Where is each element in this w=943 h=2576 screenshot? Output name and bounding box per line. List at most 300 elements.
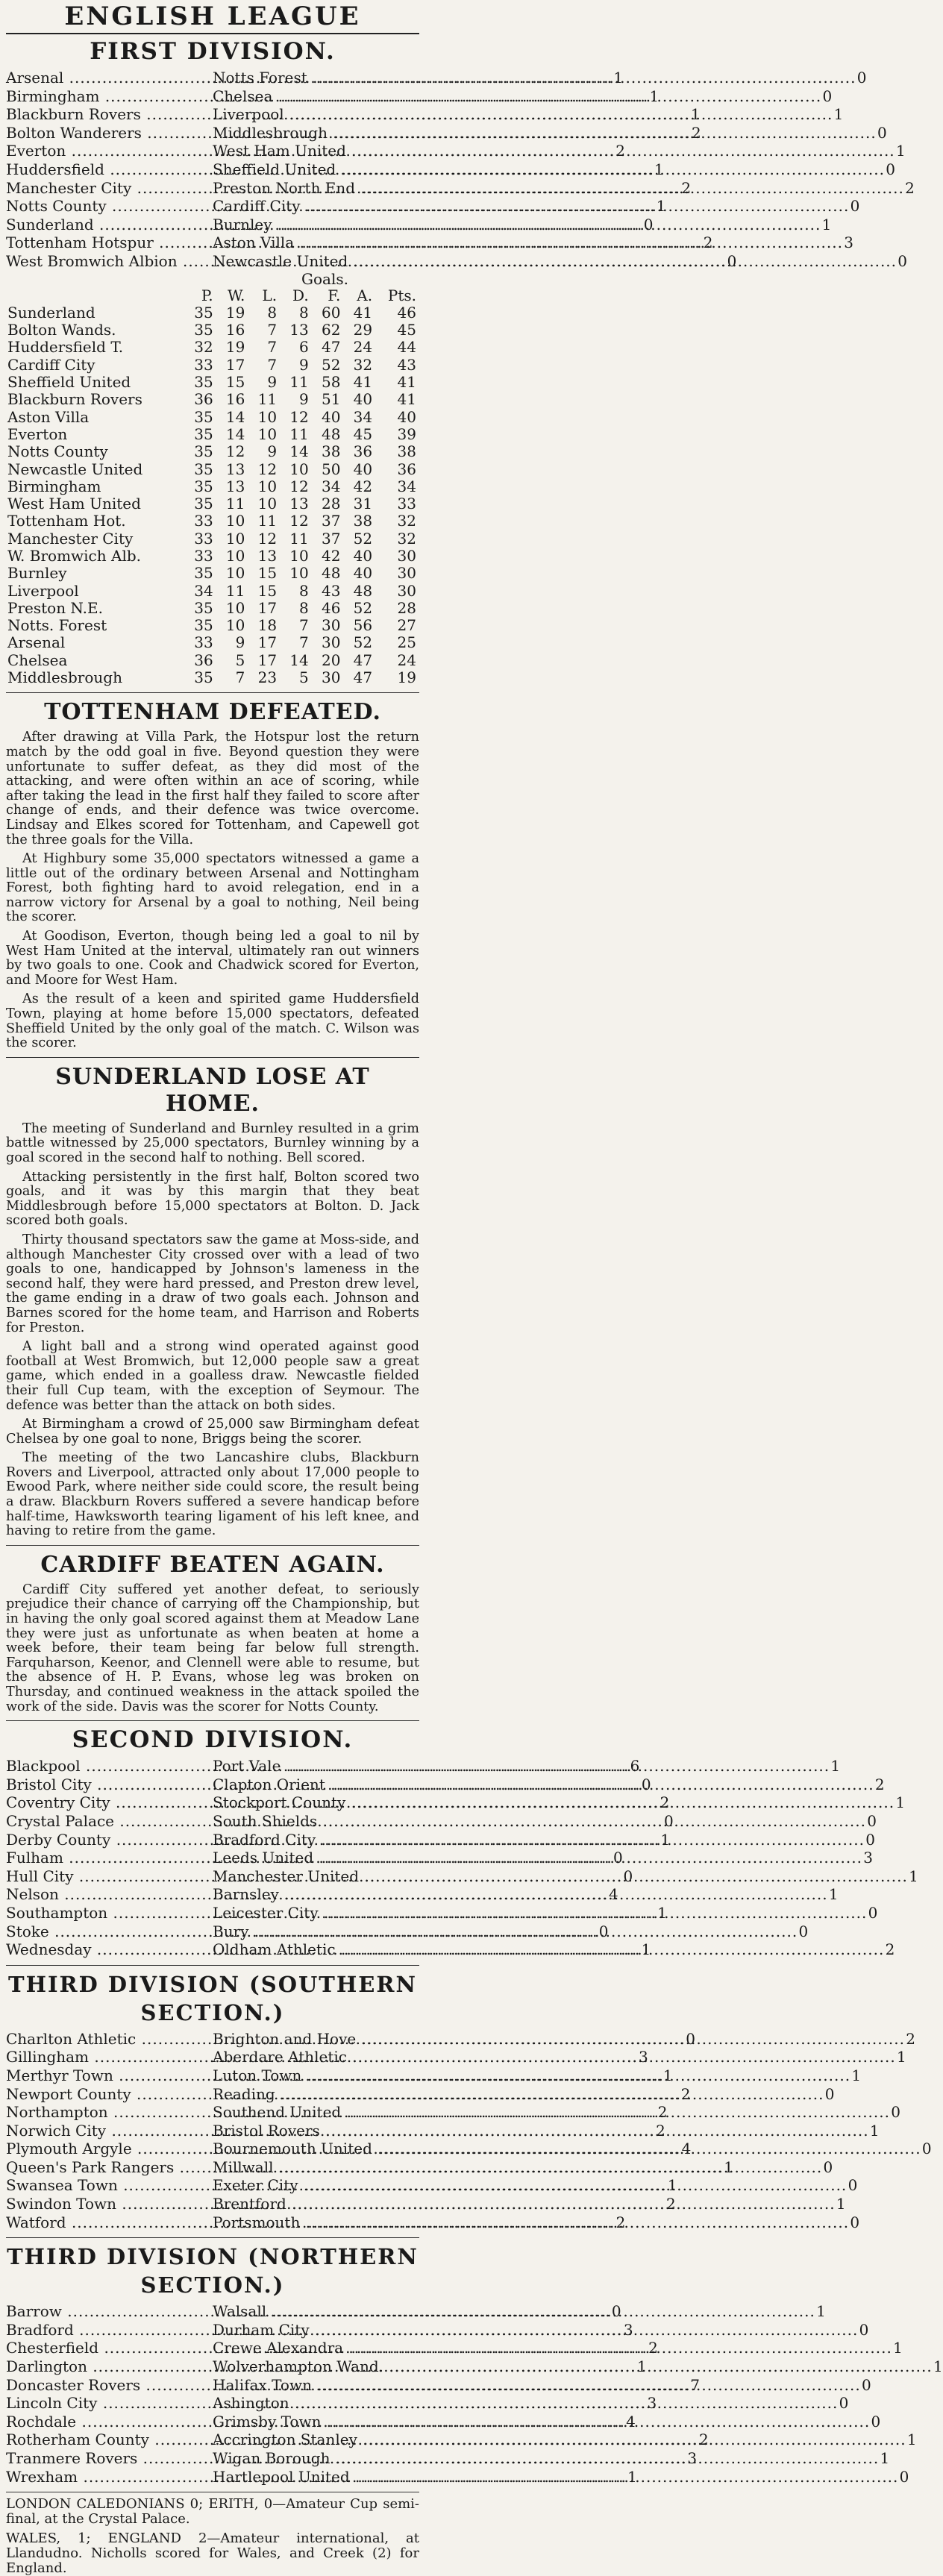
result-row	[6, 197, 860, 216]
away-side	[213, 1793, 906, 1812]
home-team: Darlington .....	[6, 2357, 636, 2376]
stat-cell: 47	[353, 651, 373, 669]
team-name: Sunderland	[7, 303, 95, 322]
away-side	[213, 2103, 900, 2122]
stat-cell: 50	[321, 460, 341, 478]
stat-cell: 35	[194, 598, 213, 617]
league-table	[6, 287, 419, 687]
home-team: Barrow .....	[6, 2302, 611, 2321]
stat-cell: 9	[267, 442, 278, 461]
away-team: Brighton and Hove .....	[213, 2030, 905, 2049]
away-team: Leeds United .....	[213, 1849, 862, 1867]
away-side	[213, 2066, 862, 2085]
stat-cell: 12	[257, 460, 278, 478]
stat-cell: 18	[257, 616, 278, 635]
team-name: Arsenal	[7, 633, 66, 652]
home-score: 1	[641, 1940, 651, 1959]
home-team: Tottenham Hotspur .....	[6, 234, 703, 252]
result-row	[6, 105, 844, 124]
stat-cell: 32	[353, 355, 373, 374]
stat-cell: 12	[289, 512, 309, 530]
stat-cell: 13	[225, 477, 245, 495]
stat-cell: 8	[299, 581, 309, 600]
away-score: 0	[921, 2140, 932, 2158]
stat-cell: 35	[194, 564, 213, 583]
stat-cell: 51	[321, 390, 341, 409]
away-side	[213, 2357, 943, 2376]
stat-cell: 15	[225, 373, 245, 392]
away-team: Millwall .....	[213, 2158, 822, 2177]
stat-cell: 40	[353, 460, 373, 478]
team-name: Bolton Wands.	[7, 321, 116, 339]
away-score: 1	[833, 105, 844, 124]
stat-cell: 52	[321, 355, 341, 374]
report-paragraph: After drawing at Villa Park, the Hotspur lost the return match by the odd goal in five. Beyond question they were unfortunate to suffer defeat, as they did most of the attacking, and were often within an ace of scoring, while after taking the lead in the first half they failed to score after change of ends, and their defence was twice overcome. Lindsay and Elkes scored for Tottenham, and Capewell got the three goals for the Villa.	[6, 730, 419, 847]
stat-cell: 11	[257, 390, 278, 409]
stat-cell: 11	[289, 529, 309, 548]
goals-header: Goals.	[301, 269, 348, 288]
first-division-title: FIRST DIVISION.	[90, 38, 336, 65]
stat-cell: 30	[397, 564, 416, 583]
away-score: 0	[848, 2176, 858, 2195]
away-score: 0	[897, 251, 908, 270]
stat-cell: 15	[257, 564, 278, 583]
away-side	[213, 1775, 885, 1794]
result-row	[6, 2412, 881, 2431]
second-division-results	[6, 1757, 918, 1959]
team-name: Manchester City	[7, 529, 134, 548]
home-score: 1	[636, 2357, 647, 2376]
home-score: 0	[664, 1811, 674, 1830]
home-team: Bristol City .....	[6, 1776, 641, 1794]
report-paragraph: A light ball and a strong wind operated against good football at West Bromwich, but 12,000 people saw a great game, which ended in a goalless draw. Newcastle fielded their full Cup team, with the exception of Seymour. The defence was better than the attack on both sides.	[6, 1339, 419, 1413]
result-row	[6, 2140, 932, 2158]
home-score: 1	[656, 197, 666, 216]
stat-cell: 10	[289, 460, 309, 478]
stat-cell: 48	[321, 424, 341, 443]
table-row	[6, 322, 419, 339]
stat-cell: 41	[353, 373, 373, 392]
home-score: 3	[687, 2449, 698, 2468]
home-score: 1	[667, 2176, 677, 2195]
stat-cell: 48	[321, 564, 341, 583]
stat-cell: 38	[353, 512, 373, 530]
report-paragraph: At Birmingham a crowd of 25,000 saw Birmingham defeat Chelsea by one goal to none, Briggs being the scorer.	[6, 1417, 419, 1447]
footer-notes	[6, 2497, 419, 2576]
table-row	[6, 634, 419, 651]
home-score: 4	[681, 2140, 692, 2158]
home-score: 7	[690, 2375, 700, 2394]
away-score: 0	[865, 1830, 875, 1849]
away-team: Bury .....	[213, 1922, 798, 1941]
stat-cell: 29	[353, 321, 373, 339]
table-row	[6, 478, 419, 495]
away-side	[213, 2157, 833, 2177]
home-score: 3	[647, 2394, 657, 2413]
away-side	[213, 2412, 881, 2431]
stat-cell: 7	[299, 633, 309, 652]
home-score: 3	[639, 2048, 648, 2066]
stat-cell: 11	[289, 373, 309, 392]
stat-cell: 13	[289, 321, 309, 339]
stat-cell: 31	[353, 495, 373, 513]
team-name: Tottenham Hot.	[7, 512, 126, 530]
divider	[6, 33, 419, 34]
stat-cell: 52	[353, 529, 373, 548]
stat-cell: 5	[235, 651, 245, 669]
home-team: Birmingham .....	[6, 87, 648, 106]
home-score: 1	[613, 69, 624, 87]
table-row	[6, 669, 419, 686]
stat-cell: 30	[397, 546, 416, 565]
home-team: Tranmere Rovers .....	[6, 2449, 686, 2468]
report-paragraph: At Goodison, Everton, though being led a goal to nil by West Ham United at the interval, ultimately ran out winners by two goals to one. Cook and Chadwick scored for Everton, and Moore for West Ham.	[6, 929, 419, 988]
stat-cell: 24	[353, 338, 373, 357]
stat-cell: 46	[397, 303, 416, 322]
away-side	[213, 2140, 932, 2158]
away-team: Bradford City .....	[213, 1831, 865, 1849]
home-team: Swindon Town .....	[6, 2195, 665, 2213]
report-paragraph: Attacking persistently in the first half, Bolton scored two goals, and it was by this margin that they beat Middlesbrough before 15,000 spectators at Bolton. D. Jack scored both goals.	[6, 1169, 419, 1229]
column-header: Pts.	[387, 286, 416, 304]
table-row	[6, 583, 419, 600]
result-row	[6, 2029, 915, 2049]
stat-cell: 33	[194, 546, 213, 565]
home-team: Watford .....	[6, 2213, 615, 2232]
home-team: Everton .....	[6, 142, 615, 160]
away-side	[213, 2302, 826, 2321]
stat-cell: 45	[397, 321, 416, 339]
away-score: 0	[886, 160, 895, 178]
result-row	[6, 2121, 880, 2140]
stat-cell: 30	[321, 633, 341, 652]
result-row	[6, 142, 906, 160]
away-team: Reading .....	[213, 2085, 824, 2104]
stat-cell: 39	[397, 424, 416, 443]
away-score: 2	[874, 1775, 885, 1793]
home-score: 0	[623, 1867, 633, 1885]
away-side	[213, 2213, 860, 2232]
home-team: Fulham .....	[6, 1849, 613, 1867]
home-team: Bradford .....	[6, 2321, 623, 2340]
home-score: 2	[657, 2103, 668, 2122]
table-row	[6, 391, 419, 408]
stat-cell: 7	[299, 616, 309, 635]
away-score: 1	[830, 1757, 841, 1776]
home-score: 0	[643, 215, 654, 234]
result-row	[6, 2302, 826, 2321]
stat-cell: 11	[257, 512, 278, 530]
divider	[6, 1720, 419, 1721]
team-name: Birmingham	[7, 477, 101, 495]
stat-cell: 60	[321, 303, 341, 322]
stat-cell: 43	[397, 355, 416, 374]
away-side	[213, 1811, 877, 1831]
stat-cell: 42	[321, 546, 341, 565]
stat-cell: 19	[397, 668, 416, 687]
result-row	[6, 1830, 875, 1849]
result-row	[6, 2195, 846, 2213]
stat-cell: 40	[397, 407, 416, 426]
away-score: 0	[899, 2467, 909, 2486]
result-row	[6, 2066, 862, 2085]
result-row	[6, 2320, 869, 2340]
stat-cell: 10	[257, 424, 278, 443]
result-row	[6, 1849, 873, 1867]
away-side	[213, 2176, 858, 2195]
away-team: Wolverhampton Wand. .....	[213, 2357, 933, 2376]
away-score: 0	[850, 2213, 860, 2231]
stat-cell: 41	[353, 303, 373, 322]
home-score: 2	[615, 2213, 626, 2231]
home-team: Stoke .....	[6, 1922, 598, 1941]
home-team: Newport County .....	[6, 2085, 680, 2104]
away-team: Barnsley .....	[213, 1885, 828, 1904]
away-side	[213, 87, 833, 106]
result-row	[6, 178, 915, 198]
home-team: Chesterfield .....	[6, 2339, 648, 2357]
team-name: W. Bromwich Alb.	[7, 546, 141, 565]
stat-cell: 9	[299, 390, 309, 409]
stat-cell: 8	[299, 598, 309, 617]
stat-cell: 16	[225, 390, 245, 409]
stat-cell: 43	[321, 581, 341, 600]
home-score: 1	[662, 2066, 673, 2084]
stat-cell: 37	[321, 529, 341, 548]
column-header: A.	[357, 286, 373, 304]
stat-cell: 10	[289, 546, 309, 565]
result-row	[6, 2157, 833, 2177]
away-team: Durham City .....	[213, 2321, 858, 2340]
home-score: 3	[623, 2320, 633, 2339]
away-side	[213, 69, 867, 87]
stat-cell: 11	[289, 424, 309, 443]
team-name: Preston N.E.	[7, 598, 103, 617]
team-name: Burnley	[7, 564, 67, 583]
away-team: Accrington Stanley .....	[213, 2431, 906, 2449]
away-score: 0	[839, 2394, 849, 2413]
home-score: 1	[660, 1830, 671, 1849]
home-team: Plymouth Argyle .....	[6, 2140, 680, 2158]
stat-cell: 33	[194, 529, 213, 548]
table-row	[6, 565, 419, 582]
stat-cell: 12	[257, 529, 278, 548]
away-team: Crewe Alexandra .....	[213, 2339, 892, 2357]
stat-cell: 10	[225, 616, 245, 635]
stat-cell: 32	[194, 338, 213, 357]
home-team: Blackpool .....	[6, 1757, 629, 1776]
away-team: Clapton Orient .....	[213, 1776, 874, 1794]
result-row	[6, 1757, 841, 1776]
stat-cell: 14	[225, 424, 245, 443]
stat-cell: 34	[397, 477, 416, 495]
away-side	[213, 142, 906, 160]
stat-cell: 17	[257, 651, 278, 669]
home-score: 4	[608, 1885, 618, 1904]
stat-cell: 47	[321, 338, 341, 357]
stat-cell: 33	[194, 512, 213, 530]
result-row	[6, 2394, 849, 2413]
home-score: 0	[641, 1775, 651, 1793]
home-score: 2	[691, 123, 701, 142]
away-side	[213, 2048, 906, 2066]
home-team: Sunderland .....	[6, 216, 642, 234]
home-score: 1	[724, 2157, 734, 2176]
home-score: 1	[690, 105, 701, 124]
stat-cell: 7	[267, 338, 278, 357]
home-team: Swansea Town .....	[6, 2176, 667, 2195]
away-score: 1	[906, 2431, 917, 2449]
league-table-body	[6, 304, 419, 687]
home-score: 0	[611, 2302, 621, 2321]
away-team: Cardiff City .....	[213, 197, 849, 216]
away-score: 2	[906, 2029, 915, 2048]
result-row	[6, 1903, 878, 1922]
stat-cell: 7	[267, 355, 278, 374]
away-score: 1	[895, 1793, 906, 1812]
home-team: Blackburn Rovers .....	[6, 105, 690, 124]
away-team: Grimsby Town .....	[213, 2413, 870, 2431]
home-score: 2	[680, 2084, 691, 2103]
away-score: 1	[816, 2302, 826, 2321]
stat-cell: 27	[397, 616, 416, 635]
stat-cell: 56	[353, 616, 373, 635]
stat-cell: 34	[353, 407, 373, 426]
away-team: Southend United .....	[213, 2103, 890, 2122]
away-team: Luton Town .....	[213, 2066, 850, 2085]
third-north-results	[6, 2302, 943, 2486]
home-team: Norwich City .....	[6, 2122, 655, 2140]
table-row	[6, 374, 419, 391]
away-team: Liverpool .....	[213, 105, 833, 124]
result-row	[6, 2084, 835, 2104]
stat-cell: 32	[397, 512, 416, 530]
away-team: Exeter City .....	[213, 2176, 847, 2195]
home-team: Manchester City .....	[6, 179, 680, 198]
stat-cell: 36	[194, 651, 213, 669]
table-row	[6, 409, 419, 426]
table-row	[6, 530, 419, 548]
stat-cell: 40	[353, 390, 373, 409]
away-team: Preston North End .....	[213, 179, 904, 198]
away-team: Bournemouth United .....	[213, 2140, 921, 2158]
away-team: Burnley .....	[213, 216, 821, 234]
result-row	[6, 2467, 909, 2486]
home-score: 1	[654, 160, 664, 178]
table-row	[6, 304, 419, 322]
stat-cell: 33	[397, 495, 416, 513]
result-row	[6, 251, 908, 271]
away-score: 3	[844, 234, 853, 252]
away-team: Manchester United .....	[213, 1867, 908, 1886]
home-team: Bolton Wanderers .....	[6, 124, 691, 142]
stat-cell: 38	[397, 442, 416, 461]
away-score: 0	[861, 2375, 871, 2394]
away-score: 0	[868, 1903, 878, 1922]
table-row	[6, 357, 419, 374]
stat-cell: 12	[289, 477, 309, 495]
away-score: 1	[880, 2449, 890, 2468]
home-score: 2	[681, 178, 692, 197]
stat-cell: 35	[194, 321, 213, 339]
table-row	[6, 339, 419, 356]
stat-cell: 35	[194, 616, 213, 635]
away-side	[213, 215, 832, 234]
home-team: Huddersfield .....	[6, 160, 654, 179]
away-side	[213, 2029, 915, 2049]
stat-cell: 12	[225, 442, 245, 461]
home-team: Rochdale .....	[6, 2413, 625, 2431]
result-row	[6, 1867, 918, 1886]
away-side	[213, 160, 895, 179]
stat-cell: 45	[353, 424, 373, 443]
result-row	[6, 2213, 860, 2232]
home-team: Wednesday .....	[6, 1940, 640, 1959]
table-row	[6, 461, 419, 478]
stat-cell: 40	[321, 407, 341, 426]
stat-cell: 47	[353, 668, 373, 687]
stat-cell: 7	[267, 321, 278, 339]
stat-cell: 30	[397, 581, 416, 600]
column-header-team	[6, 287, 184, 304]
away-side	[213, 2394, 849, 2413]
stat-cell: 13	[289, 495, 309, 513]
result-row	[6, 2375, 871, 2395]
away-score: 1	[821, 215, 832, 234]
stat-cell: 28	[397, 598, 416, 617]
team-name: Chelsea	[7, 651, 68, 669]
away-team: West Ham United .....	[213, 142, 895, 160]
stat-cell: 15	[257, 581, 278, 600]
away-team: Middlesbrough .....	[213, 124, 877, 142]
home-team: Merthyr Town .....	[6, 2066, 662, 2085]
away-side	[213, 197, 860, 216]
report-paragraph: LONDON CALEDONIANS 0; ERITH, 0—Amateur Cup semi-final, at the Crystal Palace.	[6, 2496, 419, 2528]
result-row	[6, 215, 832, 234]
away-team: Newcastle United .....	[213, 252, 897, 271]
home-score: 1	[627, 2467, 637, 2486]
stat-cell: 10	[225, 598, 245, 617]
column-header: P.	[201, 286, 213, 304]
stat-cell: 8	[299, 303, 309, 322]
away-score: 0	[823, 2157, 833, 2176]
away-score: 2	[885, 1940, 895, 1959]
away-score: 0	[850, 197, 860, 216]
away-team: Aberdare Athletic .....	[213, 2048, 896, 2066]
away-side	[213, 2375, 871, 2395]
away-side	[213, 1885, 839, 1904]
report-paragraph: The meeting of Sunderland and Burnley resulted in a grim battle witnessed by 25,000 spectators, Burnley winning by a goal scored in the second half to nothing. Bell scored.	[6, 1121, 419, 1166]
stat-cell: 24	[397, 651, 416, 669]
stat-cell: 16	[225, 321, 245, 339]
home-team: Crystal Palace .....	[6, 1812, 663, 1831]
team-name: Middlesbrough	[7, 668, 122, 687]
stat-cell: 14	[225, 407, 245, 426]
result-row	[6, 1793, 906, 1812]
home-score: 1	[657, 1903, 667, 1922]
stat-cell: 19	[225, 338, 245, 357]
result-row	[6, 234, 853, 252]
away-side	[213, 234, 853, 252]
away-team: Port Vale .....	[213, 1757, 830, 1776]
stat-cell: 6	[299, 338, 309, 357]
team-name: Liverpool	[7, 581, 79, 600]
stat-cell: 52	[353, 598, 373, 617]
stat-cell: 10	[257, 407, 278, 426]
away-team: Walsall .....	[213, 2302, 815, 2321]
team-name: West Ham United	[7, 495, 141, 513]
stat-cell: 52	[353, 633, 373, 652]
